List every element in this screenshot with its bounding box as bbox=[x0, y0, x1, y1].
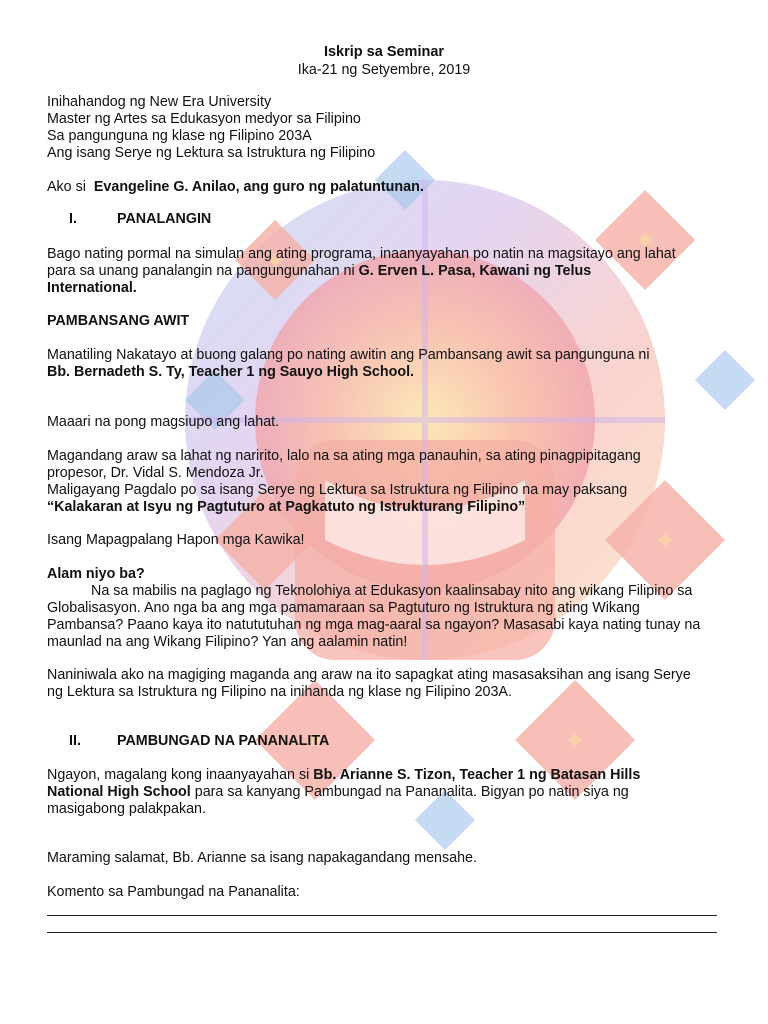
section-2-number: II. bbox=[69, 733, 81, 749]
host-line bbox=[47, 179, 424, 196]
host-prefix: Ako si bbox=[47, 179, 86, 195]
paragraph-line: ng Lektura sa Istruktura ng Filipino na inihanda ng klase ng Filipino 203A. bbox=[47, 684, 512, 700]
paragraph-line bbox=[47, 784, 629, 801]
section-1-number: I. bbox=[69, 211, 77, 227]
host-name: Evangeline G. Anilao, ang guro ng palatuntunan. bbox=[93, 179, 424, 195]
paragraph-line bbox=[47, 583, 692, 600]
opening-text-2: para sa kanyang Pambungad na Pananalita. Bigyan po natin siya ng bbox=[190, 784, 629, 800]
intro-line: Inihahandog ng New Era University bbox=[47, 94, 272, 110]
prayer-text: para sa unang panalangin na pangungunahan ni bbox=[47, 263, 359, 279]
intro-line: Ang isang Serye ng Lektura sa Istruktura ng Filipino bbox=[47, 145, 376, 161]
seminar-topic-text: “Kalakaran at Isyu ng Pagtuturo at Pagkatuto ng Istrukturang Filipino” bbox=[47, 499, 526, 515]
anthem-leader: Bb. Bernadeth S. Ty, Teacher 1 ng Sauyo High School. bbox=[47, 364, 415, 380]
seminar-topic bbox=[47, 499, 525, 516]
paragraph-line bbox=[47, 263, 591, 280]
document-title: Iskrip sa Seminar bbox=[323, 44, 445, 60]
paragraph-line bbox=[47, 767, 640, 784]
opening-text: Ngayon, magalang kong inaanyayahan si bbox=[47, 767, 314, 783]
paragraph-line: Manatiling Nakatayo at buong galang po nating awitin ang Pambansang awit sa pangunguna ni bbox=[47, 347, 650, 363]
paragraph-line: Maligayang Pagdalo po sa isang Serye ng Lektura sa Istruktura ng Filipino na may paksang bbox=[47, 482, 628, 498]
document-date: Ika-21 ng Setyembre, 2019 bbox=[297, 62, 471, 78]
paragraph-line: masigabong palakpakan. bbox=[47, 801, 206, 817]
opening-speaker: Bb. Arianne S. Tizon, Teacher 1 ng Batasan Hills bbox=[313, 767, 641, 783]
alam-heading-text: Alam niyo ba? bbox=[47, 566, 145, 582]
comment-label: Komento sa Pambungad na Pananalita: bbox=[47, 884, 300, 900]
alam-line: Na sa mabilis na paglago ng Teknolohiya at Edukasyon kaalinsabay nito ang wikang Filipino sa bbox=[91, 583, 693, 599]
paragraph-line: Maraming salamat, Bb. Arianne sa isang napakagandang mensahe. bbox=[47, 850, 477, 866]
paragraph-line: Bago nating pormal na simulan ang ating programa, inaanyayahan po natin na magsitayo ang lahat bbox=[47, 246, 676, 262]
paragraph-line: Magandang araw sa lahat ng naririto, lalo na sa ating mga panauhin, sa ating pinagpipitagang bbox=[47, 448, 641, 464]
paragraph-line: maunlad na ang Wikang Filipino? Yan ang aalamin natin! bbox=[47, 634, 408, 650]
opening-speaker-school: National High School bbox=[47, 784, 191, 800]
prayer-leader-org: International. bbox=[47, 280, 137, 296]
anthem-title bbox=[47, 313, 189, 330]
intro-line: Sa pangunguna ng klase ng Filipino 203A bbox=[47, 128, 312, 144]
comment-blank-line[interactable] bbox=[47, 932, 717, 933]
anthem-title-text: PAMBANSANG AWIT bbox=[47, 313, 190, 329]
paragraph-line: Pambansa? Paano kaya ito natututuhan ng mga mag-aaral sa ngayon? Masasabi kaya nating tunay na bbox=[47, 617, 701, 633]
alam-heading bbox=[47, 566, 145, 583]
comment-blank-line[interactable] bbox=[47, 915, 717, 916]
paragraph-line: Naniniwala ako na magiging maganda ang araw na ito sapagkat ating masasaksihan ang isang Serye bbox=[47, 667, 691, 683]
paragraph-line bbox=[47, 280, 137, 297]
paragraph-line: Globalisasyon. Ano nga ba ang mga pamamaraan sa Pagtuturo ng Istruktura ng ating Wikang bbox=[47, 600, 640, 616]
paragraph-line: propesor, Dr. Vidal S. Mendoza Jr. bbox=[47, 465, 264, 481]
paragraph-line bbox=[47, 364, 414, 381]
paragraph-line: Maaari na pong magsiupo ang lahat. bbox=[47, 414, 280, 430]
section-1-title: PANALANGIN bbox=[117, 211, 212, 227]
prayer-leader: G. Erven L. Pasa, Kawani ng Telus bbox=[358, 263, 592, 279]
section-2-title: PAMBUNGAD NA PANANALITA bbox=[117, 733, 330, 749]
intro-line: Master ng Artes sa Edukasyon medyor sa Filipino bbox=[47, 111, 361, 127]
paragraph-line: Isang Mapagpalang Hapon mga Kawika! bbox=[47, 532, 305, 548]
